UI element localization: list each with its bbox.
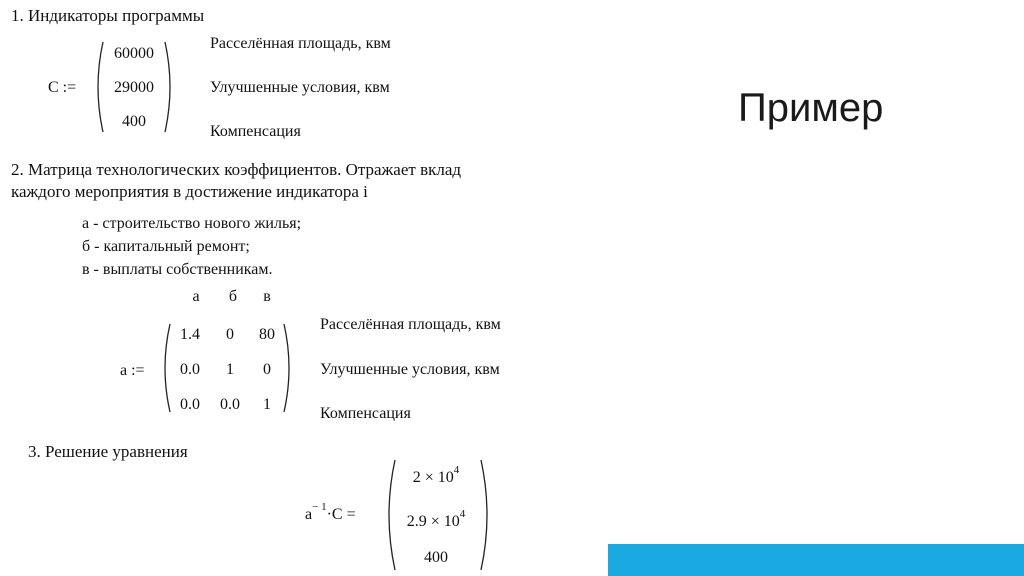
right-paren-icon (281, 322, 295, 414)
slide-title: Пример (738, 86, 884, 130)
result-value: $2.9 \times 10^4$ (406, 508, 466, 530)
matrix-a-label: a := (120, 362, 145, 379)
accent-bar (608, 544, 1024, 576)
matrix-col-header: б (228, 288, 238, 305)
indicator-label: Компенсация (320, 405, 411, 422)
solution-expression (305, 501, 356, 524)
indicator-label: Улучшенные условия, квм (320, 361, 500, 378)
matrix-cell: 1.4 (180, 326, 200, 343)
section2-heading-line1: 2. Матрица технологических коэффициентов. Отражает вклад (11, 160, 462, 179)
matrix-cell: 80 (259, 326, 275, 343)
matrix-cell: 0.0 (220, 396, 240, 413)
indicator-label: Расселённая площадь, квм (210, 35, 391, 52)
matrix-cell: 0.0 (180, 396, 200, 413)
matrix-cell: 1 (263, 396, 271, 413)
vector-c-value: 29000 (114, 79, 154, 96)
result-value: 400 (424, 549, 448, 566)
lhs-base: a (305, 506, 313, 523)
section1-heading: 1. Индикаторы программы (11, 6, 205, 25)
matrix-cell: 0 (226, 326, 234, 343)
vector-c-value: 60000 (114, 45, 154, 62)
matrix-cell: 1 (226, 361, 234, 378)
left-paren-icon (159, 322, 173, 414)
indicator-label: Компенсация (210, 123, 301, 140)
measure-list-item: в - выплаты собственникам. (82, 261, 273, 278)
section3-heading: 3. Решение уравнения (28, 442, 188, 461)
measure-list-item: б - капитальный ремонт; (82, 238, 250, 255)
measure-list-item: а - строительство нового жилья; (82, 215, 302, 232)
indicator-label: Расселённая площадь, квм (320, 316, 501, 333)
section2-heading-line2: каждого мероприятия в достижение индикатора i (11, 182, 368, 201)
lhs-rest: ·C = (326, 506, 356, 523)
matrix-cell: 0.0 (180, 361, 200, 378)
matrix-col-header: в (263, 288, 271, 305)
matrix-col-header: а (192, 288, 200, 305)
vector-c-label: C := (48, 79, 77, 96)
result-value: $2 \times 10^4$ (412, 464, 460, 486)
vector-c-value: 400 (122, 113, 146, 130)
indicator-label: Улучшенные условия, квм (210, 79, 390, 96)
matrix-cell: 0 (263, 361, 271, 378)
right-paren-icon (162, 40, 176, 134)
lhs-exponent: − 1 (312, 501, 327, 513)
right-paren-icon (478, 458, 494, 572)
